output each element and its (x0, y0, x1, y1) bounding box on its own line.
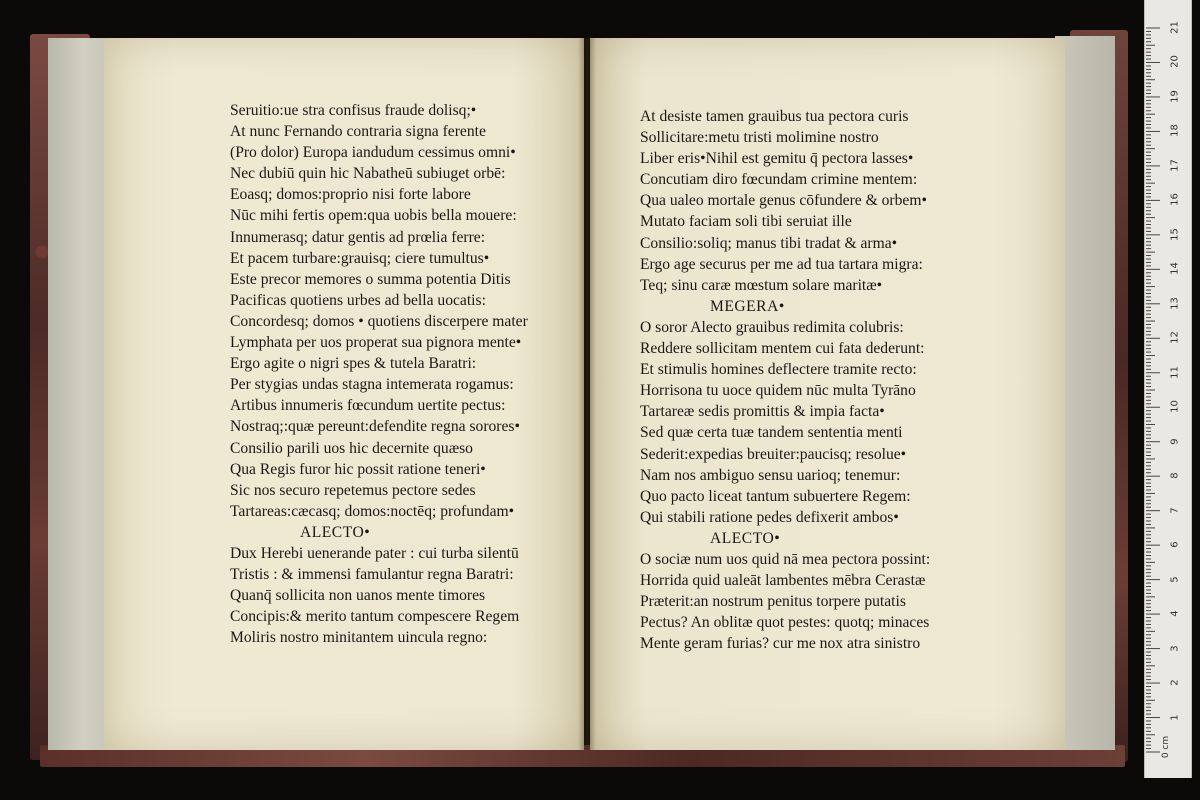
text-line: Seruitio:ue stra confisus fraude dolisq;• (230, 102, 477, 119)
text-line: Per stygias undas stagna intemerata rogamus: (230, 376, 514, 394)
text-line: Innumerasq; datur gentis ad prœlia ferre: (230, 228, 486, 246)
text-line: O soror Alecto grauibus redimita colubris: (640, 318, 904, 336)
text-line: Liber eris•Nihil est gemitu q̄ pectora lasses• (640, 150, 914, 168)
ruler-number: 10 (1169, 400, 1181, 414)
text-line: Nūc mihi fertis opem:qua uobis bella mouere: (230, 207, 517, 225)
ruler-number: 8 (1169, 472, 1181, 479)
text-line: O sociæ num uos quid nā mea pectora possint: (640, 550, 931, 568)
text-line: Dux Herebi uenerande pater : cui turba silentū (230, 544, 519, 562)
text-line: Este precor memores o summa potentia Ditis (230, 270, 511, 288)
ruler-number: 2 (1169, 679, 1181, 686)
text-line: Teq; sinu caræ mœstum solare maritæ• (640, 276, 883, 294)
text-line: Præterit:an nostrum penitus torpere putatis (640, 593, 906, 611)
text-line: Lymphata per uos properat sua pignora mente• (230, 334, 522, 352)
text-line: At desiste tamen grauibus tua pectora curis (640, 108, 909, 125)
text-line: Ergo agite o nigri spes & tutela Baratri: (230, 355, 477, 373)
ruler-number: 4 (1169, 610, 1181, 617)
text-line: Concordesq; domos • quotiens discerpere mater (230, 312, 528, 330)
measuring-ruler (1144, 0, 1192, 778)
text-line: Concipis:& merito tantum compescere Regem (230, 608, 520, 626)
ruler-unit-label: 0 cm (1161, 735, 1172, 759)
text-line: Qua ualeo mortale genus cōfundere & orbem• (640, 192, 927, 210)
ruler-number: 21 (1169, 21, 1181, 34)
ruler-ticks (1145, 0, 1191, 778)
text-line: (Pro dolor) Europa iandudum cessimus omni• (230, 144, 516, 162)
ruler-number: 18 (1169, 124, 1181, 138)
ruler-number: 20 (1169, 55, 1181, 69)
speaker-heading: ALECTO• (710, 529, 781, 547)
text-line: Et stimulis homines deflectere tramite recto: (640, 361, 917, 379)
text-line: Mutato faciam soli tibi seruiat ille (640, 213, 852, 231)
text-line: Pacificas quotiens urbes ad bella uocatis: (230, 291, 486, 309)
left-page (104, 38, 584, 750)
ruler-number: 19 (1169, 90, 1181, 103)
text-line: Quanq̄ sollicita non uanos mente timores (230, 587, 486, 605)
text-line: Nec dubiū quin hic Nabatheū subiuget orbē: (230, 165, 506, 183)
text-line: Tristis : & immensi famulantur regna Baratri: (230, 566, 514, 584)
ruler-number: 1 (1169, 713, 1181, 721)
text-line: Et pacem turbare:grauisq; ciere tumultus• (230, 249, 490, 267)
text-line: Reddere sollicitam mentem cui fata dederunt: (640, 340, 925, 358)
text-line: At nunc Fernando contraria signa ferente (230, 123, 486, 141)
text-line: Sic nos securo repetemus pectore sedes (230, 481, 476, 499)
text-line: Qua Regis furor hic possit ratione teneri• (230, 460, 486, 478)
ruler-number: 9 (1169, 438, 1181, 445)
text-line: Ergo age securus per me ad tua tartara migra: (640, 255, 923, 273)
ruler-number: 3 (1169, 644, 1181, 652)
text-line: Consilio parili uos hic decernite quæso (230, 439, 473, 457)
text-line: Nam nos ambiguo sensu uarioq; tenemur: (640, 466, 901, 484)
ruler-number: 17 (1169, 159, 1181, 172)
text-line: Artibus innumeris fœcundum uertite pectus: (230, 397, 506, 415)
text-line: Concutiam diro fœcundam crimine mentem: (640, 171, 918, 189)
text-line: Consilio:soliq; manus tibi tradat & arma• (640, 234, 898, 252)
ruler-number: 7 (1169, 506, 1181, 514)
text-line: Sederit:expedias breuiter:paucisq; resolue• (640, 445, 907, 463)
text-line: Sed quæ certa tuæ tandem sententia menti (640, 424, 903, 442)
text-line: Tartareas:cæcasq; domos:noctēq; profundam• (230, 502, 515, 520)
text-line: Tartareæ sedis promittis & impia facta• (640, 403, 885, 421)
text-line: Sollicitare:metu tristi molimine nostro (640, 129, 879, 147)
text-line: Nostraq;:quæ pereunt:defendite regna sorores• (230, 418, 520, 436)
text-line: Pectus? An oblitæ quot pestes: quotq; minaces (640, 614, 930, 632)
text-line: Horrida quid ualeāt lambentes mēbra Cerastæ (640, 572, 926, 590)
ruler-number: 15 (1169, 227, 1181, 241)
text-line: Eoasq; domos:proprio nisi forte labore (230, 186, 471, 204)
ruler-number: 12 (1169, 331, 1181, 345)
ruler-number: 5 (1169, 575, 1181, 583)
book-gutter (578, 38, 596, 750)
text-line: Mente geram furias? cur me nox atra sinistro (640, 635, 921, 653)
right-page-text (640, 106, 930, 654)
text-line: Qui stabili ratione pedes defixerit ambos• (640, 508, 899, 526)
ruler-number: 14 (1169, 262, 1181, 276)
text-line: Moliris nostro minitantem uincula regno: (230, 629, 488, 647)
ruler-number: 13 (1169, 296, 1181, 310)
right-page (590, 38, 1065, 750)
text-line: Horrisona tu uoce quidem nūc multa Tyrāno (640, 382, 916, 400)
ruler-number: 11 (1169, 365, 1181, 379)
ruler-number: 6 (1169, 541, 1181, 548)
left-page-text (230, 100, 528, 648)
speaker-heading: MEGERA• (710, 297, 785, 315)
text-line: Quo pacto liceat tantum subuertere Regem: (640, 487, 911, 505)
ruler-number: 16 (1169, 193, 1181, 207)
speaker-heading: ALECTO• (300, 523, 371, 541)
